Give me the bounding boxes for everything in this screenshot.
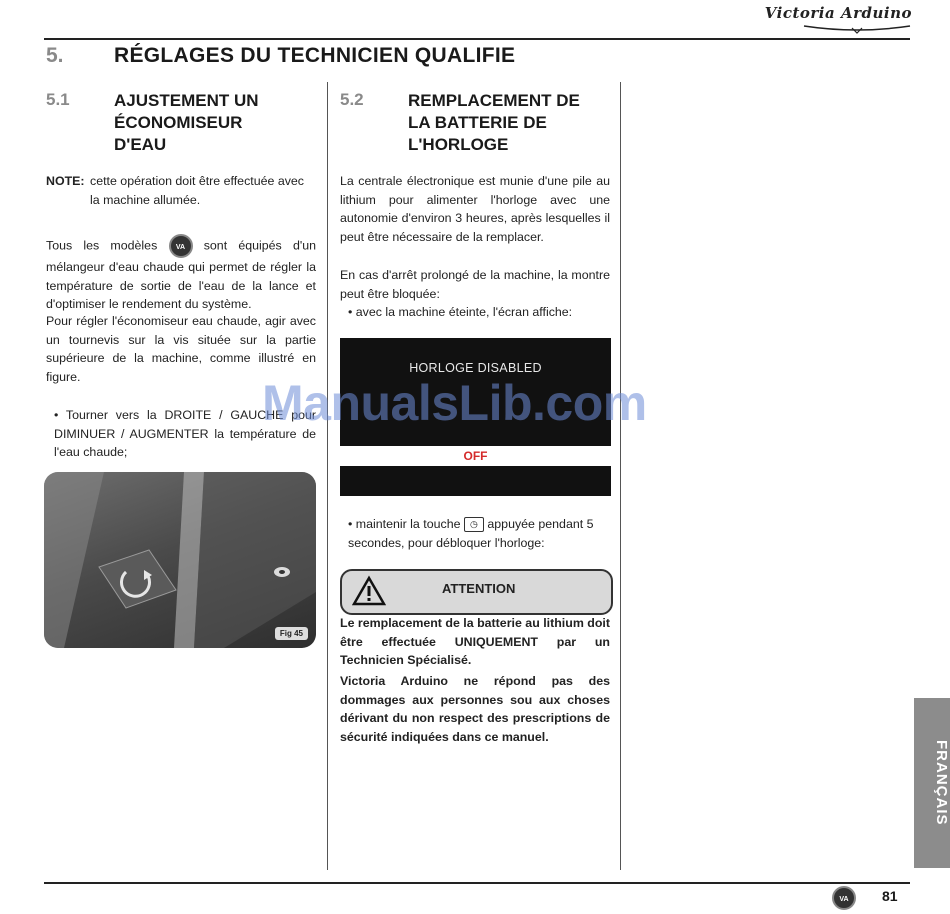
title-line: AJUSTEMENT UN: [114, 91, 259, 110]
bullet-text: appuyée pendant 5 secondes, pour débloquer l'horloge:: [348, 517, 594, 550]
screen-title: HORLOGE DISABLED: [409, 361, 542, 375]
brand-logo: Victoria Arduino: [764, 4, 912, 22]
blocked-paragraph: En cas d'arrêt prolongé de la machine, la montre peut être bloquée:: [340, 268, 610, 301]
subsection-title-5-1: [114, 90, 259, 156]
figure-45-photo: [44, 472, 316, 648]
clock-key-icon: ◷: [464, 517, 484, 532]
warning-text-2: Victoria Arduino ne répond pas des dommages aux personnes sou aux choses dérivant du non respect des prescriptions de sécurité indiquées dans ce manuel.: [340, 674, 610, 744]
watermark: ManualsLib.com: [262, 375, 647, 431]
subsection-title-5-2: [408, 90, 580, 156]
figure-label: Fig 45: [275, 627, 308, 640]
bullet-item: • avec la machine éteinte, l'écran affiche:: [348, 305, 573, 319]
title-line: LA BATTERIE DE: [408, 113, 547, 132]
language-tab-label: FRANÇAIS: [933, 740, 950, 826]
section-title: RÉGLAGES DU TECHNICIEN QUALIFIE: [114, 44, 516, 67]
page-number: 81: [882, 888, 898, 904]
subsection-number-5-1: 5.1: [46, 90, 70, 109]
footer-va-logo-icon: [832, 886, 856, 910]
note-text: cette opération doit être effectuée avec la machine allumée.: [90, 174, 304, 207]
bullet-item: [348, 515, 610, 552]
bottom-rule: [44, 882, 910, 884]
section-number: 5.: [46, 44, 64, 67]
para-text: Tous les modèles: [46, 238, 158, 253]
bullet-item: • Tourner vers la DROITE / GAUCHE pour DIMINUER / AUGMENTER la température de l'eau chaude;: [54, 408, 316, 460]
note-label: NOTE:: [46, 174, 85, 188]
top-rule: [44, 38, 910, 40]
title-line: ÉCONOMISEUR: [114, 113, 243, 132]
screen-off-label: OFF: [463, 449, 488, 463]
photo-illustration: [44, 472, 316, 648]
para-text: sont équipés d'un mélangeur d'eau chaude qui permet de régler la température de sortie de l'eau de la lance et d'optimiser le rendement du système.: [46, 238, 317, 312]
title-line: L'HORLOGE: [408, 135, 509, 154]
attention-box: [340, 569, 613, 615]
instructions-paragraph: Pour régler l'économiseur eau chaude, agir avec un tournevis sur la vis située sur la partie supérieure de la machine, comme illustré en figure.: [46, 314, 316, 384]
battery-paragraph: La centrale électronique est munie d'une pile au lithium pour alimenter l'horloge avec une autonomie d'environ 3 heures, après lesquelles il peut être nécessaire de la remplacer.: [340, 174, 610, 244]
warning-text-1: Le remplacement de la batterie au lithium doit être effectuée UNIQUEMENT par un Technicien Spécialisé.: [340, 616, 610, 668]
column-divider-1: [327, 82, 328, 870]
footer-badge-text: VA: [832, 886, 856, 910]
column-divider-2: [620, 82, 621, 870]
subsection-number-5-2: 5.2: [340, 90, 364, 109]
title-line: REMPLACEMENT DE: [408, 91, 580, 110]
note: [46, 172, 316, 209]
warning-triangle-icon: [352, 575, 386, 607]
intro-paragraph: [46, 234, 316, 314]
brand-swoosh-icon: [802, 22, 912, 34]
bullet-text: • maintenir la touche: [348, 517, 461, 531]
va-logo-icon: VA: [169, 234, 193, 258]
attention-label: ATTENTION: [442, 581, 516, 596]
title-line: D'EAU: [114, 135, 167, 154]
